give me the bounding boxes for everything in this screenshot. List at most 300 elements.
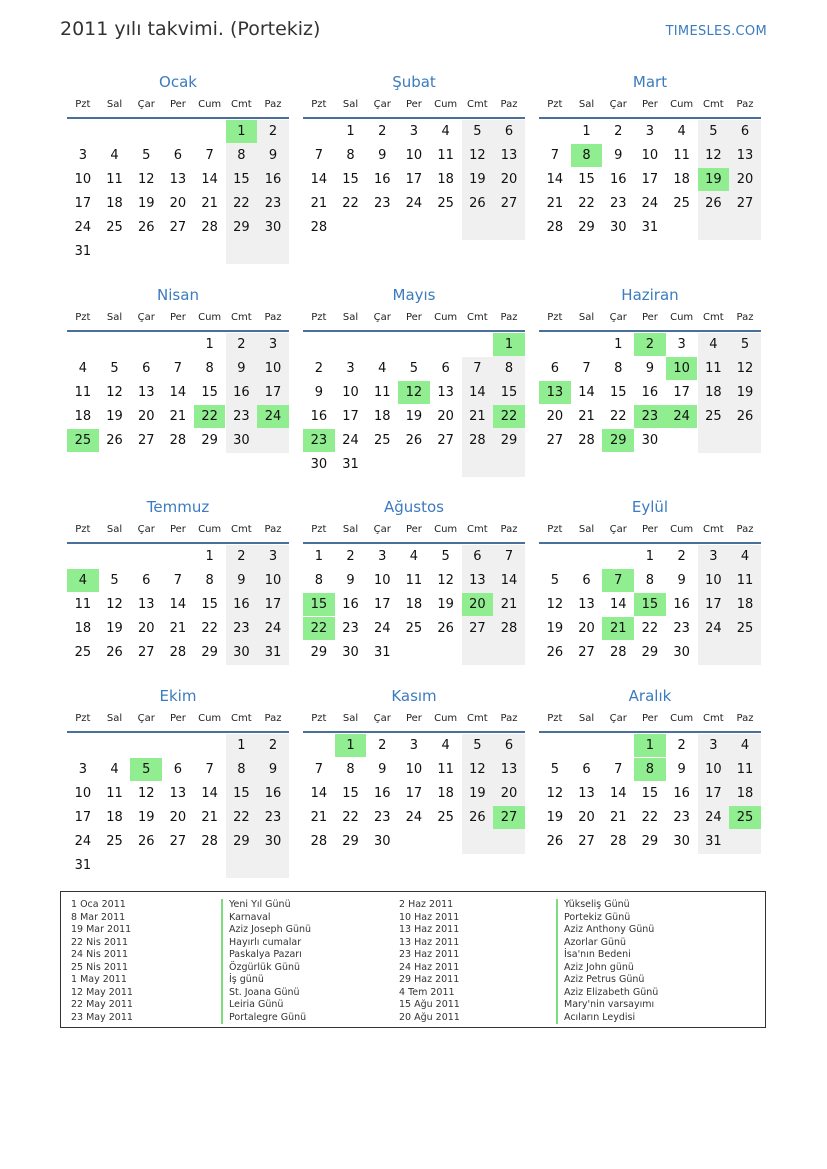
weekday-label: Sal (578, 99, 595, 110)
day-cell: 29 (641, 645, 659, 660)
day-cell: 7 (550, 148, 559, 163)
day-cell: 30 (233, 645, 250, 660)
day-cell: 9 (378, 762, 387, 777)
weekday-label: Cum (198, 99, 222, 110)
weekday-label: Çar (137, 524, 155, 535)
day-cell: 22 (342, 196, 359, 211)
month-name: Haziran (621, 286, 679, 304)
day-cell: 16 (641, 385, 659, 400)
day-cell: 8 (205, 361, 214, 376)
day-cell: 16 (673, 597, 690, 612)
day-cell: 3 (409, 124, 419, 139)
day-cell: 21 (500, 597, 518, 612)
weekday-label: Pzt (547, 524, 563, 535)
day-cell: 18 (736, 597, 754, 612)
day-cell: 25 (74, 645, 92, 660)
day-cell: 9 (268, 148, 278, 163)
day-cell: 13 (169, 172, 187, 187)
day-cell: 24 (705, 810, 722, 825)
holiday-day: 7 (602, 569, 634, 592)
weekday-label: Çar (137, 713, 155, 724)
day-cell: 20 (137, 409, 155, 424)
day-cell: 25 (736, 621, 754, 636)
day-cell: 17 (264, 597, 282, 612)
day-cell: 26 (736, 409, 754, 424)
weekday-label: Paz (264, 713, 282, 724)
day-cell: 21 (169, 409, 187, 424)
day-cell: 11 (437, 148, 454, 163)
day-cell: 26 (546, 645, 564, 660)
day-cell: 22 (233, 196, 250, 211)
weekday-label: Cum (434, 713, 458, 724)
weekday-label: Cum (434, 524, 458, 535)
day-cell: 31 (373, 645, 391, 660)
day-cell: 14 (169, 385, 187, 400)
day-cell: 26 (405, 433, 423, 448)
day-cell: 7 (205, 148, 214, 163)
holiday-date: 24 Haz 2011 (399, 961, 460, 973)
day-cell: 30 (609, 220, 627, 235)
weekday-label: Cum (434, 99, 458, 110)
day-cell: 22 (641, 810, 659, 825)
day-cell: 15 (201, 385, 218, 400)
holiday-name: Hayırlı cumalar (221, 937, 311, 950)
header-rule (67, 117, 289, 119)
day-cell: 1 (205, 549, 214, 564)
day-cell: 19 (546, 621, 564, 636)
holiday-name: Yeni Yıl Günü (221, 899, 311, 912)
holiday-name: İsa'nın Bedeni (556, 949, 658, 962)
holiday-day: 25 (729, 806, 761, 829)
day-cell: 21 (201, 196, 218, 211)
weekday-label: Cmt (467, 312, 488, 323)
day-cell: 18 (736, 786, 754, 801)
day-cell: 17 (342, 409, 359, 424)
day-cell: 18 (106, 196, 123, 211)
day-cell: 2 (614, 124, 623, 139)
day-cell: 26 (705, 196, 722, 211)
day-cell: 30 (342, 645, 359, 660)
day-cell: 13 (137, 385, 155, 400)
weekday-label: Sal (342, 524, 359, 535)
day-cell: 2 (268, 738, 278, 753)
day-cell: 1 (314, 549, 323, 564)
holiday-day: 22 (194, 405, 226, 428)
holiday-day: 24 (666, 405, 698, 428)
weekday-label: Paz (500, 312, 518, 323)
day-cell: 8 (314, 573, 323, 588)
day-cell: 15 (500, 385, 518, 400)
holiday-date: 22 Nis 2011 (71, 936, 128, 948)
holiday-name: Yükseliş Günü (556, 899, 658, 912)
day-cell: 8 (645, 573, 655, 588)
weekday-label: Per (641, 312, 658, 323)
day-cell: 16 (264, 172, 282, 187)
holiday-date: 23 Haz 2011 (399, 949, 460, 960)
day-cell: 4 (740, 738, 750, 753)
day-cell: 6 (173, 148, 183, 163)
day-cell: 5 (110, 361, 119, 376)
day-cell: 6 (473, 549, 482, 564)
holiday-date: 4 Tem 2011 (399, 986, 455, 998)
weekday-label: Pzt (311, 99, 327, 110)
day-cell: 19 (469, 172, 486, 187)
day-cell: 10 (264, 361, 282, 376)
day-cell: 13 (736, 148, 754, 163)
day-cell: 3 (409, 738, 419, 753)
day-cell: 30 (264, 834, 282, 849)
day-cell: 17 (74, 810, 92, 825)
header-rule (303, 330, 525, 332)
holiday-date: 12 May 2011 (71, 986, 133, 998)
day-cell: 4 (378, 361, 387, 376)
day-cell: 28 (609, 645, 627, 660)
weekday-label: Cmt (467, 99, 488, 110)
day-cell: 12 (705, 148, 722, 163)
holiday-date: 2 Haz 2011 (399, 899, 454, 910)
day-cell: 3 (78, 762, 87, 777)
day-cell: 27 (578, 645, 595, 660)
weekday-label: Cum (198, 312, 222, 323)
holiday-day: 20 (462, 593, 494, 616)
day-cell: 28 (201, 834, 218, 849)
day-cell: 14 (169, 597, 187, 612)
day-cell: 28 (310, 220, 328, 235)
month-name: Mart (632, 73, 668, 91)
day-cell: 5 (740, 337, 750, 352)
weekday-label: Pzt (311, 524, 327, 535)
day-cell: 14 (609, 786, 627, 801)
month-name: Eylül (631, 498, 669, 516)
day-cell: 6 (441, 361, 450, 376)
day-cell: 28 (469, 433, 486, 448)
day-cell: 10 (705, 573, 722, 588)
day-cell: 15 (641, 786, 659, 801)
day-cell: 5 (110, 573, 119, 588)
day-cell: 8 (237, 762, 246, 777)
weekday-label: Cum (434, 312, 458, 323)
day-cell: 26 (546, 834, 564, 849)
day-cell: 11 (405, 573, 423, 588)
day-cell: 19 (469, 786, 486, 801)
header-rule (67, 731, 289, 733)
day-cell: 16 (673, 786, 690, 801)
day-cell: 4 (110, 762, 119, 777)
day-cell: 6 (504, 738, 514, 753)
day-cell: 13 (437, 385, 454, 400)
day-cell: 8 (205, 573, 214, 588)
day-cell: 15 (342, 172, 359, 187)
day-cell: 17 (705, 786, 722, 801)
day-cell: 1 (205, 337, 214, 352)
day-cell: 18 (673, 172, 690, 187)
holiday-date: 19 Mar 2011 (71, 924, 132, 935)
holiday-day: 10 (666, 357, 698, 380)
day-cell: 15 (201, 597, 218, 612)
day-cell: 26 (137, 834, 155, 849)
day-cell: 1 (614, 337, 623, 352)
day-cell: 24 (342, 433, 359, 448)
day-cell: 4 (441, 124, 450, 139)
day-cell: 26 (106, 645, 123, 660)
day-cell: 1 (582, 124, 591, 139)
weekday-label: Çar (373, 524, 391, 535)
weekday-label: Sal (578, 524, 595, 535)
day-cell: 7 (473, 361, 482, 376)
holiday-date: 13 Haz 2011 (399, 936, 460, 948)
day-cell: 24 (705, 621, 722, 636)
weekday-label: Çar (137, 99, 155, 110)
holiday-date: 23 May 2011 (71, 1011, 133, 1023)
day-cell: 8 (614, 361, 623, 376)
month-name: Temmuz (146, 498, 210, 516)
day-cell: 7 (614, 762, 623, 777)
holiday-day: 25 (67, 429, 99, 452)
holiday-day: 23 (634, 405, 666, 428)
day-cell: 9 (614, 148, 623, 163)
holiday-name: Paskalya Pazarı (221, 949, 311, 962)
day-cell: 6 (142, 361, 151, 376)
holiday-date: 8 Mar 2011 (71, 911, 126, 923)
holiday-date: 15 Ağu 2011 (399, 999, 460, 1010)
weekday-label: Çar (373, 713, 391, 724)
holiday-day: 8 (571, 144, 603, 167)
header-rule (303, 731, 525, 733)
day-cell: 27 (437, 433, 454, 448)
day-cell: 20 (500, 786, 518, 801)
day-cell: 7 (173, 361, 183, 376)
day-cell: 5 (550, 762, 559, 777)
weekday-label: Per (641, 99, 658, 110)
day-cell: 13 (500, 762, 518, 777)
day-cell: 11 (106, 172, 123, 187)
day-cell: 8 (346, 148, 355, 163)
holiday-name: St. Joana Günü (221, 987, 311, 1000)
day-cell: 27 (169, 220, 187, 235)
day-cell: 31 (74, 858, 92, 873)
day-cell: 30 (373, 834, 391, 849)
weekday-label: Sal (106, 524, 123, 535)
day-cell: 17 (673, 385, 690, 400)
day-cell: 12 (106, 385, 123, 400)
day-cell: 11 (437, 762, 454, 777)
weekday-label: Paz (264, 99, 282, 110)
day-cell: 17 (641, 172, 659, 187)
weekday-label: Cum (198, 713, 222, 724)
day-cell: 20 (736, 172, 754, 187)
day-cell: 11 (74, 597, 92, 612)
weekday-label: Cmt (231, 99, 252, 110)
day-cell: 28 (578, 433, 595, 448)
day-cell: 23 (673, 621, 690, 636)
day-cell: 2 (237, 549, 246, 564)
day-cell: 10 (74, 786, 92, 801)
holiday-day: 15 (634, 593, 666, 616)
day-cell: 11 (373, 385, 391, 400)
day-cell: 29 (500, 433, 518, 448)
day-cell: 10 (641, 148, 659, 163)
day-cell: 15 (609, 385, 627, 400)
day-cell: 24 (405, 196, 423, 211)
holiday-date: 20 Ağu 2011 (399, 1011, 460, 1023)
day-cell: 3 (709, 738, 718, 753)
day-cell: 14 (201, 172, 218, 187)
day-cell: 17 (264, 385, 282, 400)
day-cell: 23 (673, 810, 690, 825)
day-cell: 11 (74, 385, 92, 400)
day-cell: 19 (137, 810, 155, 825)
day-cell: 18 (705, 385, 722, 400)
day-cell: 3 (78, 148, 87, 163)
day-cell: 10 (373, 573, 391, 588)
day-cell: 2 (314, 361, 323, 376)
day-cell: 16 (373, 786, 391, 801)
holiday-name: Leiria Günü (221, 999, 311, 1012)
day-cell: 28 (201, 220, 218, 235)
day-cell: 13 (137, 597, 155, 612)
day-cell: 2 (677, 738, 686, 753)
weekday-label: Cum (670, 713, 694, 724)
holiday-day: 24 (257, 405, 289, 428)
weekday-label: Paz (264, 312, 282, 323)
day-cell: 6 (740, 124, 750, 139)
day-cell: 24 (74, 834, 92, 849)
weekday-label: Çar (609, 713, 627, 724)
day-cell: 5 (409, 361, 419, 376)
weekday-label: Cmt (467, 524, 488, 535)
holiday-names-column (221, 899, 311, 1024)
weekday-label: Paz (500, 99, 518, 110)
day-cell: 28 (500, 621, 518, 636)
holiday-day: 8 (634, 758, 666, 781)
holiday-day: 15 (303, 593, 335, 616)
holiday-name: İş günü (221, 974, 311, 987)
day-cell: 13 (469, 573, 486, 588)
day-cell: 10 (74, 172, 92, 187)
day-cell: 7 (504, 549, 514, 564)
weekday-label: Çar (373, 312, 391, 323)
day-cell: 17 (74, 196, 92, 211)
weekday-label: Cum (670, 524, 694, 535)
weekday-label: Çar (609, 99, 627, 110)
holiday-name: Aziz John günü (556, 962, 658, 975)
day-cell: 5 (473, 124, 482, 139)
day-cell: 11 (736, 573, 754, 588)
day-cell: 31 (264, 645, 282, 660)
weekday-label: Per (405, 99, 422, 110)
day-cell: 19 (106, 409, 123, 424)
day-cell: 2 (378, 738, 387, 753)
day-cell: 30 (641, 433, 659, 448)
day-cell: 5 (550, 573, 559, 588)
weekday-label: Paz (500, 524, 518, 535)
day-cell: 3 (378, 549, 387, 564)
day-cell: 9 (346, 573, 355, 588)
day-cell: 25 (705, 409, 722, 424)
day-cell: 18 (74, 621, 92, 636)
day-cell: 18 (74, 409, 92, 424)
day-cell: 22 (609, 409, 627, 424)
day-cell: 16 (342, 597, 359, 612)
holiday-date: 10 Haz 2011 (399, 911, 460, 923)
holiday-name: Mary'nin varsayımı (556, 999, 658, 1012)
day-cell: 26 (106, 433, 123, 448)
day-cell: 26 (469, 810, 486, 825)
day-cell: 29 (233, 220, 250, 235)
day-cell: 25 (405, 621, 423, 636)
header-rule (539, 731, 761, 733)
day-cell: 29 (310, 645, 328, 660)
day-cell: 14 (310, 786, 328, 801)
day-cell: 21 (310, 810, 328, 825)
day-cell: 2 (378, 124, 387, 139)
day-cell: 3 (677, 337, 686, 352)
day-cell: 25 (673, 196, 690, 211)
day-cell: 10 (264, 573, 282, 588)
day-cell: 20 (169, 810, 187, 825)
weekday-label: Per (641, 524, 658, 535)
holiday-name: Portekiz Günü (556, 912, 658, 925)
day-cell: 19 (137, 196, 155, 211)
day-cell: 19 (437, 597, 454, 612)
brand-link[interactable]: TIMESLES.COM (665, 24, 767, 39)
month-name: Ocak (159, 73, 197, 91)
weekday-label: Cum (670, 99, 694, 110)
weekday-label: Paz (264, 524, 282, 535)
day-cell: 25 (373, 433, 391, 448)
day-cell: 9 (677, 762, 686, 777)
day-cell: 27 (736, 196, 754, 211)
day-cell: 10 (705, 762, 722, 777)
day-cell: 21 (169, 621, 187, 636)
holiday-name: Aziz Elizabeth Günü (556, 987, 658, 1000)
header-rule (539, 542, 761, 544)
day-cell: 12 (106, 597, 123, 612)
day-cell: 12 (137, 786, 155, 801)
day-cell: 20 (137, 621, 155, 636)
weekday-label: Sal (342, 312, 359, 323)
weekday-label: Cmt (231, 524, 252, 535)
day-cell: 13 (578, 597, 595, 612)
day-cell: 18 (437, 786, 454, 801)
day-cell: 30 (310, 457, 328, 472)
day-cell: 14 (609, 597, 627, 612)
holiday-date: 25 Nis 2011 (71, 961, 128, 973)
day-cell: 18 (437, 172, 454, 187)
day-cell: 29 (578, 220, 595, 235)
day-cell: 17 (405, 172, 423, 187)
day-cell: 20 (578, 621, 595, 636)
day-cell: 12 (546, 786, 564, 801)
day-cell: 21 (609, 810, 627, 825)
month-name: Şubat (392, 73, 436, 91)
day-cell: 7 (173, 573, 183, 588)
day-cell: 27 (546, 433, 564, 448)
day-cell: 19 (546, 810, 564, 825)
day-cell: 12 (137, 172, 155, 187)
day-cell: 20 (546, 409, 564, 424)
day-cell: 23 (373, 810, 391, 825)
day-cell: 4 (78, 361, 87, 376)
weekday-label: Paz (736, 713, 754, 724)
day-cell: 19 (106, 621, 123, 636)
weekday-label: Pzt (547, 312, 563, 323)
day-cell: 21 (546, 196, 564, 211)
day-cell: 9 (237, 361, 246, 376)
day-cell: 12 (469, 148, 486, 163)
day-cell: 28 (310, 834, 328, 849)
day-cell: 11 (705, 361, 722, 376)
